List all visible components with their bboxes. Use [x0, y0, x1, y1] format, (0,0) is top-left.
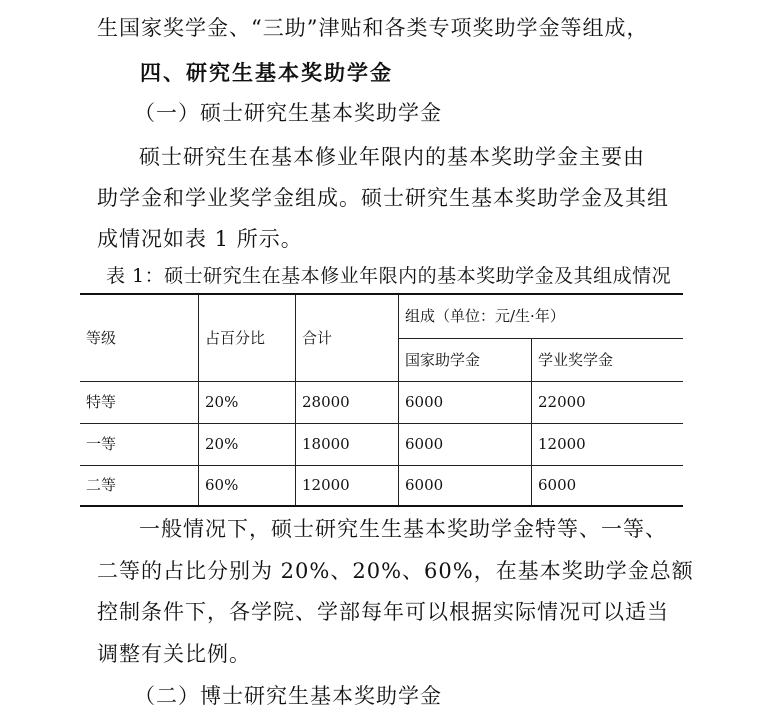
table-row — [80, 465, 683, 506]
cell-academic-scholarship: 12000 — [532, 423, 684, 465]
cell-level: 二等 — [80, 465, 199, 506]
cell-percent: 20% — [199, 423, 296, 465]
header-total: 合计 — [296, 294, 399, 381]
cell-total: 18000 — [296, 423, 399, 465]
cell-total: 28000 — [296, 381, 399, 423]
paragraph-line: 控制条件下，各学院、学部每年可以根据实际情况可以适当 — [97, 600, 669, 624]
header-level: 等级 — [80, 294, 199, 381]
cell-percent: 60% — [199, 465, 296, 506]
cell-national-grant: 6000 — [399, 465, 532, 506]
paragraph-line: 助学金和学业奖学金组成。硕士研究生基本奖助学金及其组 — [97, 186, 669, 210]
cell-level: 一等 — [80, 423, 199, 465]
cell-national-grant: 6000 — [399, 423, 532, 465]
cell-total: 12000 — [296, 465, 399, 506]
header-percent: 占百分比 — [199, 294, 296, 381]
cell-national-grant: 6000 — [399, 381, 532, 423]
header-national-grant: 国家助学金 — [399, 338, 532, 381]
header-composition: 组成（单位：元/生·年） — [399, 294, 684, 338]
cell-percent: 20% — [199, 381, 296, 423]
table-row — [80, 423, 683, 465]
paragraph-line: 一般情况下，硕士研究生生基本奖助学金特等、一等、 — [139, 517, 667, 541]
subsection-heading: （二）博士研究生基本奖助学金 — [134, 684, 442, 708]
paragraph-line: 硕士研究生在基本修业年限内的基本奖助学金主要由 — [139, 145, 645, 169]
table-row — [80, 381, 683, 423]
cell-level: 特等 — [80, 381, 199, 423]
paragraph-line: 成情况如表 1 所示。 — [97, 227, 303, 251]
cell-academic-scholarship: 22000 — [532, 381, 684, 423]
subsection-heading: （一）硕士研究生基本奖助学金 — [134, 101, 442, 125]
paragraph-line: 二等的占比分别为 20%、20%、60%，在基本奖助学金总额 — [97, 559, 694, 583]
scholarship-table — [80, 293, 683, 507]
table-caption: 表 1：硕士研究生在基本修业年限内的基本奖助学金及其组成情况 — [106, 265, 672, 287]
section-heading: 四、研究生基本奖助学金 — [140, 61, 393, 85]
paragraph-line: 生国家奖学金、“三助”津贴和各类专项奖助学金等组成， — [97, 16, 649, 40]
header-academic-scholarship: 学业奖学金 — [532, 338, 684, 381]
paragraph-line: 调整有关比例。 — [97, 642, 251, 666]
cell-academic-scholarship: 6000 — [532, 465, 684, 506]
